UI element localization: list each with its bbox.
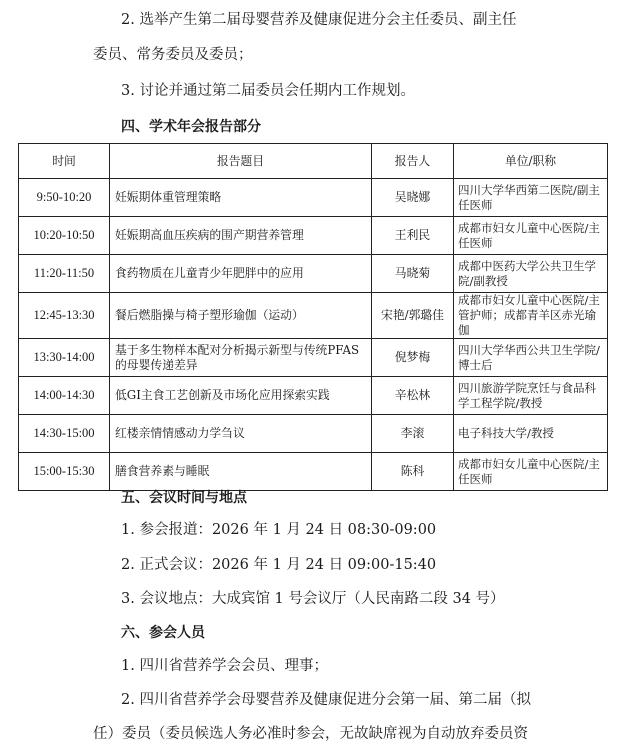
section-6-heading: 六、参会人员 (121, 625, 205, 641)
table-header-row (19, 144, 608, 179)
attendee-item-1: 1. 四川省营养学会会员、理事； (121, 658, 328, 674)
header-unit: 单位/职称 (454, 144, 608, 179)
cell-title: 餐后燃脂操与椅子塑形瑜伽（运动） (110, 293, 372, 339)
meeting-session: 2. 正式会议：2026 年 1 月 24 日 09:00-15:40 (121, 557, 437, 573)
cell-title: 妊娠期高血压疾病的围产期营养管理 (110, 217, 372, 255)
cell-time: 13:30-14:00 (19, 339, 110, 377)
schedule-table (18, 143, 608, 491)
cell-time: 9:50-10:20 (19, 179, 110, 217)
table-row (19, 453, 608, 491)
intro-item-3: 3. 讨论并通过第二届委员会任期内工作规划。 (121, 83, 415, 99)
cell-unit: 四川旅游学院烹饪与食品科学工程学院/教授 (454, 377, 608, 415)
cell-unit: 四川大学华西公共卫生学院/博士后 (454, 339, 608, 377)
table-row (19, 339, 608, 377)
table-row (19, 293, 608, 339)
cell-unit: 成都市妇女儿童中心医院/主任医师 (454, 453, 608, 491)
cell-title: 低GI主食工艺创新及市场化应用探索实践 (110, 377, 372, 415)
cell-time: 14:30-15:00 (19, 415, 110, 453)
cell-time: 12:45-13:30 (19, 293, 110, 339)
cell-speaker: 吴晓娜 (372, 179, 454, 217)
cell-unit: 四川大学华西第二医院/副主任医师 (454, 179, 608, 217)
cell-time: 10:20-10:50 (19, 217, 110, 255)
cell-speaker: 辛松林 (372, 377, 454, 415)
cell-time: 15:00-15:30 (19, 453, 110, 491)
cell-speaker: 马晓菊 (372, 255, 454, 293)
cell-speaker: 宋艳/郭璐佳 (372, 293, 454, 339)
cell-title: 红楼亲情情感动力学刍议 (110, 415, 372, 453)
header-title: 报告题目 (110, 144, 372, 179)
table-row (19, 217, 608, 255)
cell-speaker: 李滚 (372, 415, 454, 453)
intro-item-2-line-2: 委员、常务委员及委员； (93, 47, 253, 63)
cell-speaker: 王利民 (372, 217, 454, 255)
meeting-registration: 1. 参会报道：2026 年 1 月 24 日 08:30-09:00 (121, 522, 437, 538)
header-time: 时间 (19, 144, 110, 179)
cell-speaker: 陈科 (372, 453, 454, 491)
meeting-venue: 3. 会议地点：大成宾馆 1 号会议厅（人民南路二段 34 号） (121, 591, 505, 607)
cell-time: 11:20-11:50 (19, 255, 110, 293)
attendee-item-2-line-1: 2. 四川省营养学会母婴营养及健康促进分会第一届、第二届（拟 (121, 692, 531, 708)
intro-item-2-line-1: 2. 选举产生第二届母婴营养及健康促进分会主任委员、副主任 (121, 12, 517, 28)
table-row (19, 415, 608, 453)
cell-title: 基于多生物样本配对分析揭示新型与传统PFAS的母婴传递差异 (110, 339, 372, 377)
cell-speaker: 倪梦梅 (372, 339, 454, 377)
cell-title: 膳食营养素与睡眠 (110, 453, 372, 491)
header-speaker: 报告人 (372, 144, 454, 179)
table-row (19, 377, 608, 415)
cell-title: 妊娠期体重管理策略 (110, 179, 372, 217)
section-5-heading: 五、会议时间与地点 (121, 490, 247, 506)
cell-unit: 成都中医药大学公共卫生学院/副教授 (454, 255, 608, 293)
cell-unit: 电子科技大学/教授 (454, 415, 608, 453)
cell-time: 14:00-14:30 (19, 377, 110, 415)
cell-unit: 成都市妇女儿童中心医院/主管护师；成都青羊区赤光瑜伽 (454, 293, 608, 339)
cell-title: 食药物质在儿童青少年肥胖中的应用 (110, 255, 372, 293)
attendee-item-2-line-2: 任）委员（委员候选人务必准时参会，无故缺席视为自动放弃委员资 (93, 726, 528, 742)
table-row (19, 179, 608, 217)
table-row (19, 255, 608, 293)
cell-unit: 成都市妇女儿童中心医院/主任医师 (454, 217, 608, 255)
section-4-heading: 四、学术年会报告部分 (121, 119, 261, 135)
